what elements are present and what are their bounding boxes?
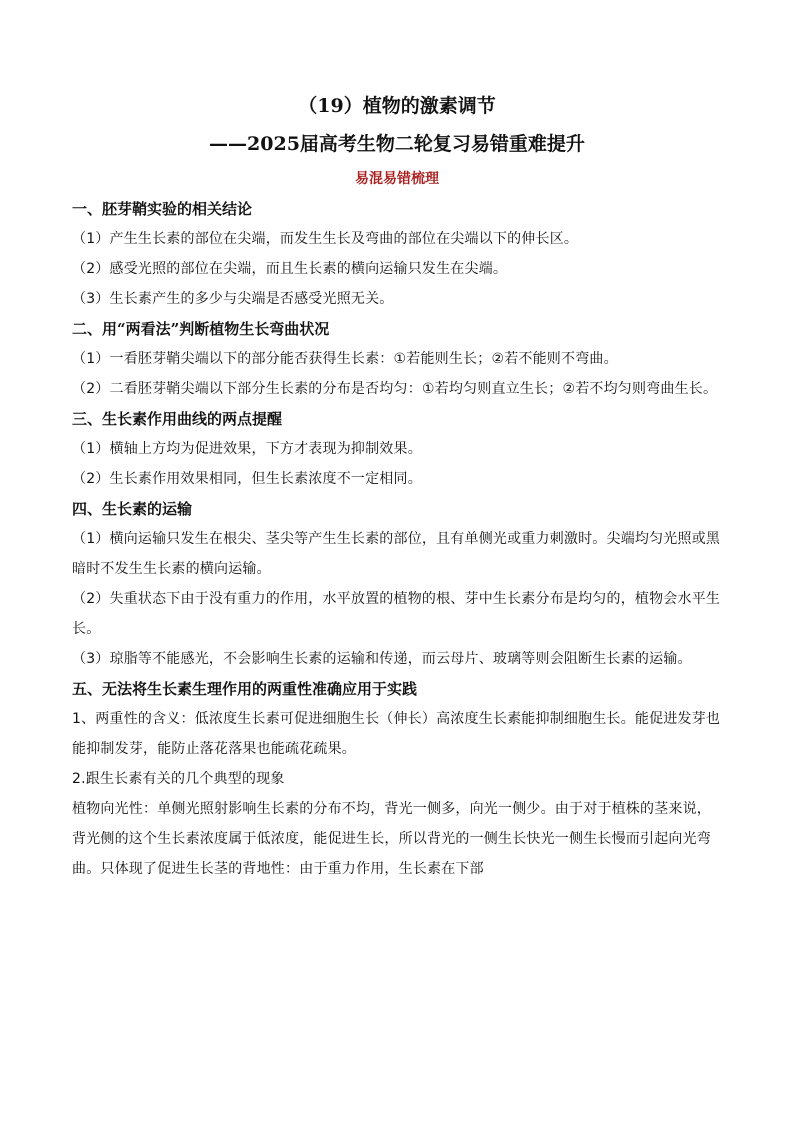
paragraph: （2）二看胚芽鞘尖端以下部分生长素的分布是否均匀：①若均匀则直立生长；②若不均匀则弯曲生长。 [72,381,718,397]
document-subtitle-line: ——2025届高考生物二轮复习易错重难提升 [209,133,585,155]
paragraph: （1）一看胚芽鞘尖端以下的部分能否获得生长素：①若能则生长；②若不能则不弯曲。 [72,351,618,367]
section-3 [72,404,722,494]
section-heading: 四、生长素的运输 [72,500,193,518]
paragraph: （2）失重状态下由于没有重力的作用，水平放置的植物的根、芽中生长素分布是均匀的，植物会水平生长。 [72,591,721,637]
paragraph: （1）产生生长素的部位在尖端，而发生生长及弯曲的部位在尖端以下的伸长区。 [72,231,579,247]
paragraph: （2）生长素作用效果相同，但生长素浓度不一定相同。 [72,471,422,487]
paragraph: （1）横轴上方均为促进效果，下方才表现为抑制效果。 [72,441,422,457]
section-4 [72,494,722,674]
paragraph: 2.跟生长素有关的几个典型的现象 [72,771,285,787]
section-5 [72,674,722,884]
paragraph: （3）琼脂等不能感光，不会影响生长素的运输和传递，而云母片、玻璃等则会阻断生长素的运输。 [72,651,692,667]
section-heading: 二、用“两看法”判断植物生长弯曲状况 [72,320,330,338]
section-banner: 易混易错梳理 [355,171,439,187]
paragraph: （3）生长素产生的多少与尖端是否感受光照无关。 [72,291,394,307]
paragraph: 1、两重性的含义：低浓度生长素可促进细胞生长（伸长）高浓度生长素能抑制细胞生长。能促进发芽也能抑制发芽，能防止落花落果也能疏花疏果。 [72,711,721,757]
section-heading: 五、无法将生长素生理作用的两重性准确应用于实践 [72,680,418,698]
section-2 [72,314,722,404]
section-heading: 三、生长素作用曲线的两点提醒 [72,410,283,428]
document-page [72,92,722,884]
paragraph: 植物向光性：单侧光照射影响生长素的分布不均，背光一侧多，向光一侧少。由于对于植株的茎来说，背光侧的这个生长素浓度属于低浓度，能促进生长，所以背光的一侧生长快光一侧生长慢而引起向光弯曲。只体现了促进生长茎的背地性：由于重力作用，生长素在下部 [72,801,711,877]
paragraph: （1）横向运输只发生在根尖、茎尖等产生生长素的部位，且有单侧光或重力刺激时。尖端均匀光照或黑暗时不发生生长素的横向运输。 [72,531,721,577]
paragraph: （2）感受光照的部位在尖端，而且生长素的横向运输只发生在尖端。 [72,261,508,277]
document-title: （19）植物的激素调节 [298,95,496,117]
section-1 [72,194,722,314]
section-heading: 一、胚芽鞘实验的相关结论 [72,200,253,218]
